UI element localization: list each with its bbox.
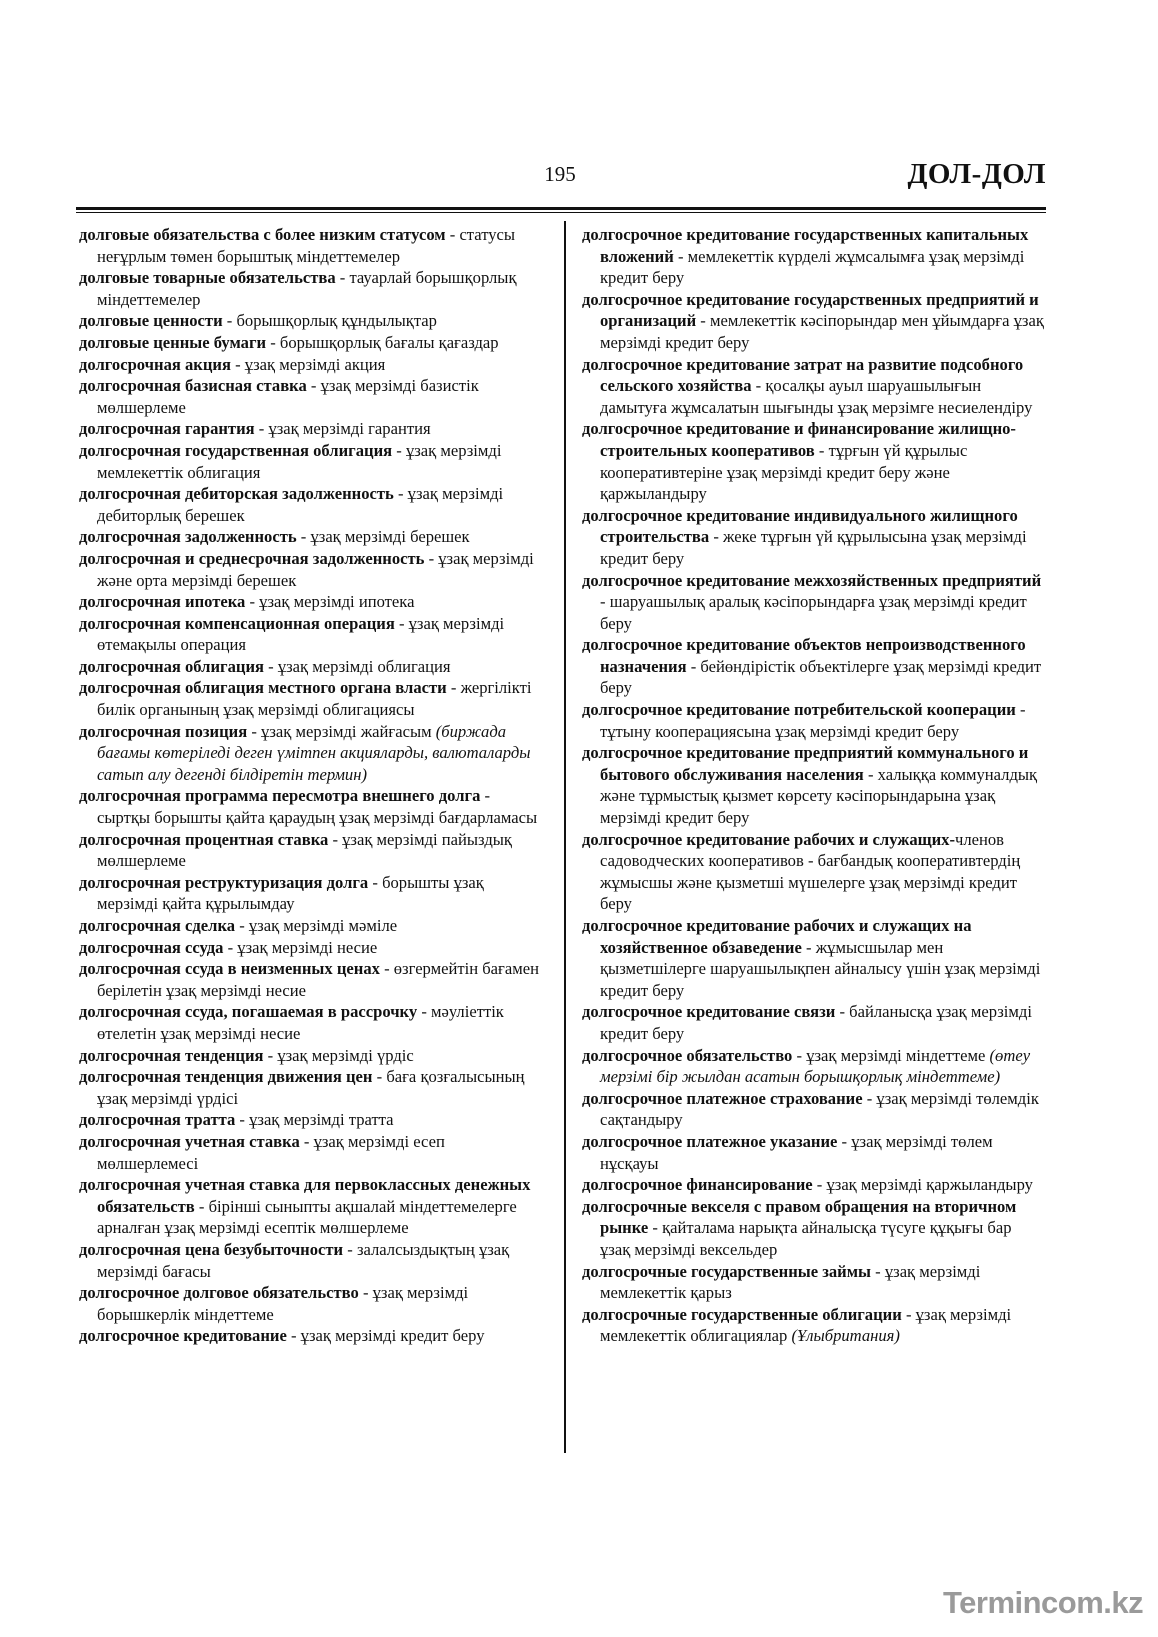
dictionary-entry: [79, 267, 541, 310]
entry-separator: -: [194, 1196, 209, 1216]
dictionary-entry: [79, 548, 541, 591]
entry-definition: ұзақ мерзімді мемлекеттік облигация: [97, 440, 502, 482]
entry-definition: ұзақ мерзімді борышкерлік міндеттеме: [97, 1283, 469, 1324]
entry-term: долгосрочная и среднесрочная задолженность: [79, 548, 425, 568]
entry-definition: ұзақ мерзімді есеп мөлшерлемесі: [97, 1131, 445, 1173]
dictionary-entry: [582, 570, 1044, 635]
entry-separator: -: [254, 419, 269, 439]
entry-term: долгосрочная акция: [79, 354, 231, 374]
dictionary-entry: [79, 677, 541, 720]
entry-definition: ұзақ мерзімді міндеттеме: [806, 1045, 990, 1065]
entry-term: долгосрочная облигация: [79, 656, 264, 676]
entry-term: долгосрочная тенденция движения цен: [79, 1067, 373, 1087]
entry-separator: -: [296, 527, 311, 547]
entry-separator: -: [358, 1283, 373, 1303]
dictionary-entry: [582, 1196, 1044, 1261]
entry-term: долгосрочное кредитование потребительской кооперации: [582, 700, 1016, 720]
entry-separator: -: [286, 1326, 301, 1346]
entry-term: долгосрочная облигация местного органа власти: [79, 678, 447, 698]
entry-definition: ұзақ мерзімді төлем нұсқауы: [600, 1131, 993, 1173]
entry-definition: ұзақ мерзімді пайыздық мөлшерлеме: [97, 829, 512, 871]
entry-definition: сыртқы борышты қайта қараудың ұзақ мерзімді бағдарламасы: [97, 808, 538, 828]
entry-term: долгосрочная позиция: [79, 721, 248, 741]
dictionary-entry: [79, 872, 541, 915]
entry-term: долгосрочные государственные облигации: [582, 1304, 902, 1324]
entry-separator: -: [235, 916, 249, 935]
entry-term: долгосрочная ссуда в неизменных ценах: [79, 959, 380, 979]
dictionary-entry: [79, 1239, 541, 1282]
entry-term: долгосрочные государственные займы: [582, 1261, 872, 1281]
entry-separator: -: [417, 1002, 431, 1022]
dictionary-entry: [79, 829, 541, 872]
entry-separator: -: [335, 268, 350, 288]
entry-term: долгосрочная цена безубыточности: [79, 1239, 344, 1259]
entry-definition: ұзақ мерзімді кредит беру: [300, 1326, 485, 1346]
entry-definition: ұзақ мерзімді гарантия: [268, 419, 431, 439]
entry-separator: -: [901, 1304, 916, 1324]
entry-definition: мемлекеттік кәсіпорындар мен ұйымдарға ұзақ мерзімді кредит беру: [600, 311, 1044, 352]
dictionary-entry: [79, 332, 541, 354]
entry-separator: -: [328, 829, 343, 849]
running-head: ДОЛ-ДОЛ: [907, 158, 1046, 190]
entry-term: долгосрочное кредитование рабочих и служащих-: [582, 829, 956, 849]
entry-separator: -: [812, 1175, 827, 1195]
entry-definition: тұтыну кооперациясына ұзақ мерзімді кредит беру: [600, 721, 960, 741]
dictionary-entry: [582, 742, 1044, 828]
entry-term: долгосрочная базисная ставка: [79, 376, 307, 396]
entry-definition: байланысқа ұзақ мерзімді кредит беру: [600, 1002, 1032, 1043]
entry-separator: -: [686, 656, 701, 676]
entry-separator: -: [263, 1045, 278, 1065]
dictionary-entry: [79, 354, 541, 376]
page-number: 195: [544, 162, 576, 186]
entry-separator: -: [424, 548, 439, 568]
entry-term: долгосрочное обязательство: [582, 1045, 793, 1065]
dictionary-entry: [79, 1174, 541, 1239]
dictionary-entry: [79, 1282, 541, 1325]
entry-separator: -: [446, 678, 461, 698]
entry-separator: -: [245, 592, 260, 612]
entry-term: долгосрочное финансирование: [582, 1175, 813, 1195]
entry-definition: ұзақ мерзімді мемлекеттік облигациялар: [600, 1304, 1012, 1346]
entry-definition: тауарлай борышқорлық міндеттемелер: [97, 268, 517, 309]
dictionary-entry: [582, 1174, 1044, 1196]
entry-definition: тұрғын үй құрылыс кооперативтеріне ұзақ мерзімді кредит беру және қаржыландыру: [600, 440, 968, 504]
entry-term: долговые обязательства с более низким статусом: [79, 225, 446, 244]
entry-definition: ұзақ мерзімді жайғасым: [261, 721, 436, 741]
entry-term: долгосрочная государственная облигация: [79, 440, 393, 460]
dictionary-entry: [79, 1109, 541, 1131]
entry-definition: залалсыздықтың ұзақ мерзімді бағасы: [97, 1239, 510, 1281]
dictionary-entry: [79, 310, 541, 332]
entry-separator: -: [837, 1131, 852, 1151]
entry-term: долгосрочная ипотека: [79, 592, 246, 612]
entry-separator: -: [648, 1218, 663, 1238]
dictionary-entry: [582, 289, 1044, 354]
entry-term: долговые товарные обязательства: [79, 268, 336, 288]
entry-definition: ұзақ мерзімді облигация: [277, 656, 451, 676]
entry-definition: ұзақ мерзімді мәміле: [248, 916, 398, 935]
entry-definition: ұзақ мерзімді несие: [237, 937, 378, 957]
entry-definition: ұзақ мерзімді тратта: [249, 1110, 394, 1130]
entry-separator: -: [393, 484, 408, 504]
entry-term: долгосрочное кредитование: [79, 1326, 287, 1346]
entry-separator: -: [696, 311, 710, 331]
entry-definition: халыққа коммуналдық және тұрмыстық қызмет көрсету кәсіпорындарына ұзақ мерзімді кредит беру: [600, 764, 1038, 828]
entry-term: долгосрочное кредитование государственных капитальных вложений: [582, 225, 1029, 266]
dictionary-entry: [79, 440, 541, 483]
entry-definition: ұзақ мерзімді төлемдік сақтандыру: [600, 1088, 1039, 1130]
dictionary-entry: [79, 224, 541, 267]
dictionary-entry: [79, 1325, 541, 1347]
entry-definition: борышты ұзақ мерзімді қайта құрылымдау: [97, 872, 484, 914]
entry-term: долгосрочная учетная ставка: [79, 1131, 300, 1151]
entry-term: долгосрочная процентная ставка: [79, 829, 329, 849]
header-rule-thick: [76, 207, 1046, 210]
entry-term: долгосрочная тратта: [79, 1110, 236, 1130]
entry-separator: -: [222, 311, 237, 331]
entry-separator: -: [673, 246, 688, 266]
dictionary-entry: [582, 1304, 1044, 1347]
entry-separator: -: [266, 332, 280, 352]
entry-term: долгосрочная учетная ставка для первоклассных денежных обязательств: [79, 1175, 531, 1216]
entry-definition: жеке тұрғын үй құрылысына ұзақ мерзімді кредит беру: [600, 527, 1027, 568]
entry-term: долгосрочное кредитование предприятий коммунального и бытового обслуживания населения: [582, 743, 1029, 784]
entry-separator: -: [223, 937, 238, 957]
entry-separator: -: [1015, 700, 1026, 720]
entry-term: долгосрочное платежное страхование: [582, 1088, 863, 1108]
entry-term: долгосрочные векселя с правом обращения на вторичном рынке: [582, 1196, 1017, 1238]
column-divider: [564, 221, 566, 1453]
dictionary-entry: [79, 483, 541, 526]
dictionary-entry: [582, 418, 1044, 504]
entry-term: долгосрочная гарантия: [79, 419, 255, 439]
dictionary-entry: [582, 634, 1044, 699]
entry-definition: ұзақ мерзімді қаржыландыру: [826, 1175, 1033, 1195]
dictionary-entry: [79, 785, 541, 828]
entry-term: долгосрочная ссуда, погашаемая в рассрочку: [79, 1002, 418, 1022]
entry-separator: -: [709, 527, 724, 547]
entry-term: долгосрочная дебиторская задолженность: [79, 484, 394, 504]
entry-definition: ұзақ мерзімді мемлекеттік қарыз: [600, 1261, 981, 1303]
dictionary-entry: [79, 1131, 541, 1174]
entry-separator: -: [299, 1131, 314, 1151]
entry-note: (Ұлыбритания): [791, 1326, 900, 1346]
entry-separator: -: [394, 613, 409, 633]
entry-term: долгосрочная программа пересмотра внешнего долга: [79, 786, 481, 806]
entry-separator: -: [445, 225, 460, 244]
entry-separator: -: [835, 1002, 850, 1022]
entry-separator: -: [247, 721, 262, 741]
entry-separator: -: [379, 959, 394, 979]
entry-separator: -: [801, 937, 816, 957]
entry-separator: -: [392, 440, 406, 460]
entry-term: долгосрочное кредитование межхозяйственных предприятий: [582, 570, 1042, 590]
entry-separator: -: [264, 656, 278, 676]
entry-definition: ұзақ мерзімді өтемақылы операция: [97, 613, 505, 655]
dictionary-entry: [582, 1131, 1044, 1174]
dictionary-entry: [582, 1261, 1044, 1304]
dictionary-entry: [582, 1088, 1044, 1131]
dictionary-entry: [582, 224, 1044, 289]
entry-separator: -: [235, 1110, 250, 1130]
entry-separator: -: [343, 1239, 357, 1259]
entry-separator: -: [368, 872, 383, 892]
dictionary-entry: [582, 1001, 1044, 1044]
dictionary-entry: [79, 1045, 541, 1067]
entry-term: долгосрочное кредитование и финансирование жилищно-строительных кооперативов: [582, 419, 1016, 460]
entry-definition: борышқорлық бағалы қағаздар: [279, 332, 499, 352]
entry-note: (өтеу мерзімі бір жылдан асатын борышқорлық міндеттеме): [600, 1045, 1031, 1087]
entry-definition: мемлекеттік күрделі жұмсалымға ұзақ мерзімді кредит беру: [600, 246, 1025, 288]
entry-term: долгосрочное кредитование рабочих и служащих на хозяйственное обзаведение: [582, 916, 972, 957]
entry-definition: ұзақ мерзімді акция: [244, 354, 386, 374]
entry-term: долгосрочная ссуда: [79, 937, 224, 957]
dictionary-entry: [582, 699, 1044, 742]
entry-definition: ұзақ мерзімді ипотека: [259, 592, 415, 612]
entry-definition: членов садоводческих кооперативов - бағбандық кооперативтердің жұмысшы және қызметші мүшелерге ұзақ мерзімді кредит беру: [600, 829, 1021, 914]
dictionary-entry: [582, 1045, 1044, 1088]
dictionary-entry: [79, 418, 541, 440]
entry-term: долгосрочная сделка: [79, 916, 236, 935]
entry-definition: бейөндірістік объектілерге ұзақ мерзімді кредит беру: [600, 656, 1042, 698]
entry-separator: -: [230, 354, 245, 374]
entry-definition: қайталама нарықта айналысқа түсуге құқығы бар ұзақ мерзімді вексельдер: [600, 1218, 1012, 1259]
entry-separator: -: [600, 592, 610, 612]
entry-definition: ұзақ мерзімді және орта мерзімді берешек: [97, 548, 534, 590]
entry-definition: статусы неғұрлым төмен борыштық міндеттемелер: [97, 225, 516, 266]
entry-definition: мәуліеттік өтелетін ұзақ мерзімді несие: [97, 1002, 504, 1043]
entry-definition: борышқорлық құндылықтар: [236, 311, 437, 331]
entry-separator: -: [871, 1261, 885, 1281]
entry-separator: -: [862, 1088, 877, 1108]
entry-definition: ұзақ мерзімді үрдіс: [277, 1045, 414, 1065]
entry-term: долгосрочное долговое обязательство: [79, 1283, 359, 1303]
dictionary-entry: [79, 721, 541, 786]
entry-definition: жұмысшылар мен қызметшілерге шаруашылықпен айналысу үшін ұзақ мерзімді кредит беру: [600, 937, 1041, 1000]
entry-note: (биржада бағамы көтеріледі деген үмітпен акцияларды, валюталарды сатып алу дегенді білдіретін термин): [97, 721, 531, 784]
entry-separator: -: [480, 786, 491, 806]
entry-term: долгосрочное кредитование затрат на развитие подсобного сельского хозяйства: [582, 354, 1024, 396]
entry-definition: шаруашылық аралық кәсіпорындарға ұзақ мерзімді кредит беру: [600, 592, 1027, 633]
entry-separator: -: [751, 376, 766, 396]
entry-separator: -: [814, 440, 829, 460]
entry-term: долгосрочная компенсационная операция: [79, 613, 395, 633]
entry-definition: жергілікті билік органының ұзақ мерзімді облигациясы: [97, 678, 532, 720]
dictionary-entry: [582, 915, 1044, 1001]
dictionary-entry: [582, 505, 1044, 570]
dictionary-entry: [79, 375, 541, 418]
dictionary-entry: [79, 937, 541, 959]
dictionary-entry: [79, 1066, 541, 1109]
entry-term: долгосрочное кредитование государственных предприятий и организаций: [582, 289, 1039, 331]
entry-separator: -: [792, 1045, 807, 1065]
right-column: [582, 224, 1044, 1347]
entry-separator: -: [863, 764, 878, 784]
dictionary-entry: [79, 656, 541, 678]
entry-separator: -: [372, 1067, 387, 1087]
entry-definition: бірінші сыныпты ақшалай міндеттемелерге арналған ұзақ мерзімді есептік мөлшерлеме: [97, 1196, 517, 1238]
entry-definition: қосалқы ауыл шаруашылығын дамытуға жұмсалатын шығынды ұзақ мерзімге несиелендіру: [600, 376, 1033, 417]
entry-term: долгосрочное кредитование объектов непроизводственного назначения: [582, 635, 1026, 676]
header-rule-thin: [76, 212, 1046, 213]
entry-definition: ұзақ мерзімді базистік мөлшерлеме: [97, 376, 479, 417]
entry-term: долгосрочное платежное указание: [582, 1131, 838, 1151]
entry-term: долгосрочное кредитование индивидуального жилищного строительства: [582, 505, 1018, 547]
dictionary-entry: [79, 958, 541, 1001]
termincom-logo[interactable]: [943, 1585, 1148, 1627]
entry-definition: өзгермейтін бағамен берілетін ұзақ мерзімді несие: [97, 959, 539, 1000]
dictionary-entry: [79, 526, 541, 548]
dictionary-entry: [79, 1001, 541, 1044]
dictionary-entry: [79, 915, 541, 937]
entry-term: долгосрочная реструктуризация долга: [79, 872, 369, 892]
entry-separator: -: [306, 376, 321, 396]
entry-definition: ұзақ мерзімді берешек: [310, 527, 470, 547]
entry-definition: баға қозғалысының ұзақ мерзімді үрдісі: [97, 1067, 525, 1108]
entry-definition: ұзақ мерзімді дебиторлық берешек: [97, 484, 504, 525]
dictionary-entry: [582, 829, 1044, 915]
entry-term: долговые ценности: [79, 311, 223, 331]
entry-term: долгосрочное кредитование связи: [582, 1002, 836, 1022]
dictionary-entry: [582, 354, 1044, 419]
dictionary-entry: [79, 591, 541, 613]
dictionary-entry: [79, 613, 541, 656]
entry-term: долгосрочная задолженность: [79, 527, 297, 547]
entry-term: долгосрочная тенденция: [79, 1045, 264, 1065]
entry-term: долговые ценные бумаги: [79, 332, 267, 352]
left-column: [79, 224, 541, 1347]
logo-text: Termincom.kz: [943, 1585, 1144, 1620]
